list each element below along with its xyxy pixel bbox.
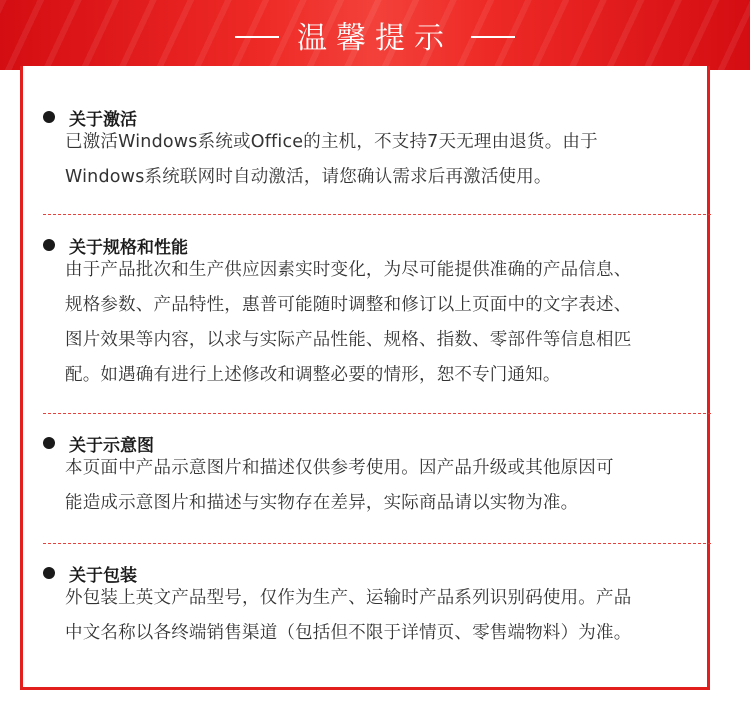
body-line: 已激活Windows系统或Office的主机，不支持7天无理由退货。由于 [65,132,598,152]
section-divider [43,413,711,414]
banner-title-row [0,0,750,70]
body-line: 规格参数、产品特性，惠普可能随时调整和修订以上页面中的文字表述、 [65,295,632,315]
body-line: 图片效果等内容，以求与实际产品性能、规格、指数、零部件等信息相匹 [65,330,632,350]
body-line: Windows系统联网时自动激活，请您确认需求后再激活使用。 [65,167,552,187]
bullet-icon [43,567,55,579]
section-title: 关于规格和性能 [69,237,188,258]
bullet-icon [43,111,55,123]
section-title: 关于激活 [69,109,137,130]
section-body [65,253,705,393]
bullet-icon [43,437,55,449]
header-banner [0,0,750,70]
notice-card [20,66,710,690]
section-body [65,125,705,195]
section-title: 关于示意图 [69,435,154,456]
title-right-dash [471,36,515,38]
bullet-icon [43,239,55,251]
title-left-dash [235,36,279,38]
body-line: 外包装上英文产品型号，仅作为生产、运输时产品系列识别码使用。产品 [65,588,632,608]
body-line: 配。如遇确有进行上述修改和调整必要的情形，恕不专门通知。 [65,365,561,385]
body-line: 中文名称以各终端销售渠道（包括但不限于详情页、零售端物料）为准。 [65,623,632,643]
section-title: 关于包装 [69,565,137,586]
page-title: 温馨提示 [297,21,453,56]
section-body [65,451,705,521]
body-line: 由于产品批次和生产供应因素实时变化，为尽可能提供准确的产品信息、 [65,260,632,280]
body-line: 能造成示意图片和描述与实物存在差异，实际商品请以实物为准。 [65,493,579,513]
section-body [65,581,705,651]
section-divider [43,214,711,215]
section-divider [43,543,711,544]
body-line: 本页面中产品示意图片和描述仅供参考使用。因产品升级或其他原因可 [65,458,614,478]
